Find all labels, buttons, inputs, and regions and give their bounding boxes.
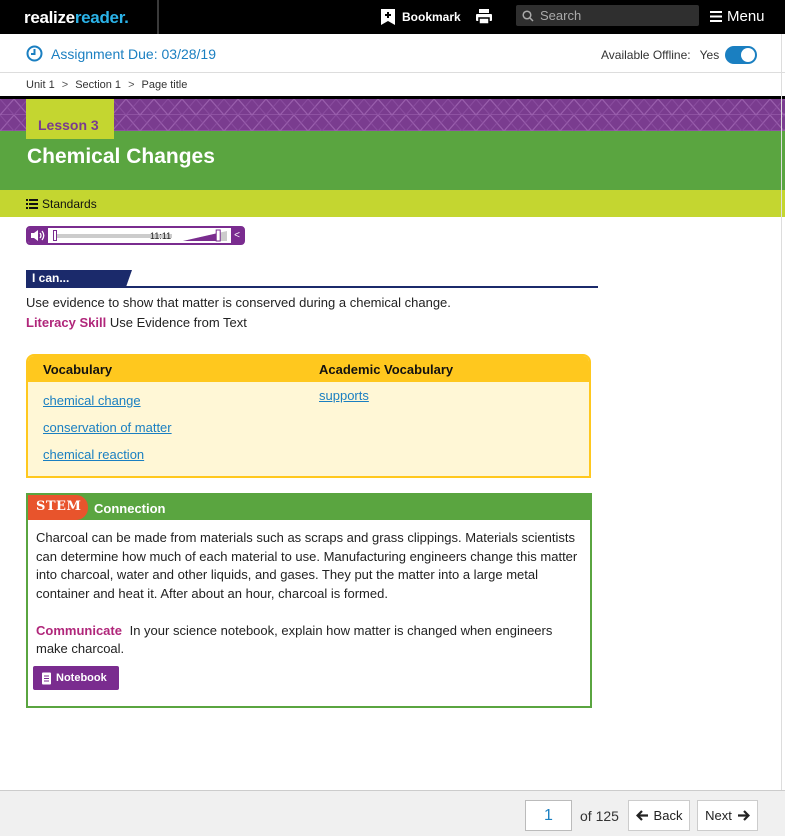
volume-slider[interactable] <box>183 229 229 242</box>
stem-connection-box <box>26 493 592 708</box>
breadcrumb <box>0 73 785 97</box>
logo-text-realize: realize <box>24 8 75 27</box>
arrow-right-icon <box>737 810 750 821</box>
bookmark-button[interactable] <box>380 7 461 27</box>
audio-progress-thumb[interactable] <box>53 230 57 241</box>
logo-text-reader: reader <box>74 8 125 27</box>
top-bar <box>0 0 785 34</box>
bookmark-label: Bookmark <box>402 10 461 24</box>
offline-label: Available Offline: <box>601 48 691 62</box>
audio-player <box>26 226 245 245</box>
vocab-term-link[interactable]: chemical change <box>43 393 141 408</box>
menu-label: Menu <box>727 8 765 25</box>
assignment-bar <box>0 34 785 73</box>
assignment-due <box>26 45 216 62</box>
vocab-term-link[interactable]: conservation of matter <box>43 420 172 435</box>
audio-collapse-button[interactable]: < <box>231 228 243 243</box>
lesson-number-tag: Lesson 3 <box>26 99 114 139</box>
hamburger-icon <box>710 11 722 22</box>
lesson-pattern-band <box>0 99 785 131</box>
vocab-term-link[interactable]: chemical reaction <box>43 447 145 462</box>
logo-dot: . <box>124 8 129 27</box>
standards-button[interactable] <box>0 190 785 217</box>
menu-button[interactable] <box>710 8 765 25</box>
communicate-label: Communicate <box>36 623 122 638</box>
academic-vocabulary-heading: Academic Vocabulary <box>319 362 454 377</box>
breadcrumb-section[interactable]: Section 1 <box>75 79 122 91</box>
academic-term-link[interactable]: supports <box>319 388 369 403</box>
vocabulary-header <box>28 356 589 382</box>
stem-connection-label: Connection <box>94 501 166 516</box>
list-icon <box>26 199 38 209</box>
app-logo[interactable] <box>24 8 129 28</box>
breadcrumb-page: Page title <box>141 79 188 91</box>
page-total: of 125 <box>580 808 619 824</box>
ican-label: I can... <box>32 271 70 285</box>
page-number-input[interactable] <box>525 800 572 831</box>
literacy-skill-label: Literacy Skill <box>26 315 107 330</box>
back-label: Back <box>653 808 683 823</box>
literacy-skill-text: Use Evidence from Text <box>109 315 247 330</box>
stem-body-text: Charcoal can be made from materials such as scraps and grass clippings. Materials scientists can determine how much of each material to use. Manufacturing engineers change this matter into charcoal, water and other liquids, and gases. They put the matter into a large metal container and heat it. After about an hour, charcoal is formed. <box>36 530 578 601</box>
offline-toggle[interactable] <box>725 46 757 64</box>
communicate-prompt <box>36 622 576 658</box>
audio-play-button[interactable] <box>28 228 48 243</box>
assignment-due-label: Assignment Due: 03/28/19 <box>51 45 216 62</box>
available-offline <box>601 46 757 64</box>
content-right-edge <box>781 34 782 790</box>
stem-badge: STEM <box>28 495 88 520</box>
top-bar-divider <box>157 0 159 34</box>
audio-time: 11:11 <box>150 231 172 241</box>
lesson-title: Chemical Changes <box>27 145 215 168</box>
breadcrumb-separator: > <box>61 79 69 91</box>
back-button[interactable] <box>628 800 690 831</box>
speaker-icon <box>28 228 48 243</box>
notebook-icon <box>41 672 52 685</box>
pagination-footer <box>0 790 785 836</box>
triangle-pattern <box>0 99 785 131</box>
notebook-button[interactable] <box>33 666 119 690</box>
search-icon <box>522 10 534 22</box>
breadcrumb-separator: > <box>128 79 135 91</box>
next-label: Next <box>705 808 732 823</box>
vocabulary-heading: Vocabulary <box>43 362 113 377</box>
toggle-knob <box>741 48 755 62</box>
search-input[interactable] <box>540 8 690 23</box>
notebook-label: Notebook <box>56 672 107 684</box>
arrow-left-icon <box>636 810 649 821</box>
offline-value: Yes <box>699 48 720 62</box>
vocabulary-box <box>26 354 591 478</box>
clock-icon <box>26 45 43 62</box>
communicate-text: In your science notebook, explain how matter is changed when engineers make charcoal. <box>36 623 553 656</box>
literacy-skill <box>26 315 247 330</box>
ican-rule <box>26 286 598 288</box>
next-button[interactable] <box>697 800 758 831</box>
ican-statement: Use evidence to show that matter is conserved during a chemical change. <box>26 295 451 310</box>
standards-label: Standards <box>42 196 97 211</box>
print-button[interactable] <box>475 8 493 30</box>
breadcrumb-unit[interactable]: Unit 1 <box>26 79 55 91</box>
print-icon <box>475 8 493 25</box>
search-box <box>516 5 699 26</box>
bookmark-icon <box>380 8 396 26</box>
